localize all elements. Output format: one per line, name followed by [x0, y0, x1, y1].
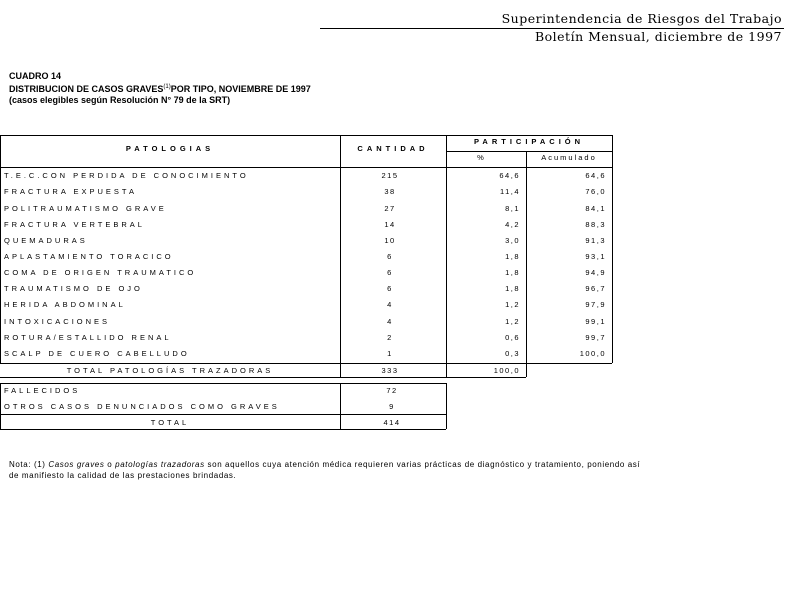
column-header-acumulado: Acumulado [541, 153, 597, 162]
total-trazadoras-cantidad: 333 [381, 366, 399, 375]
column-header-participacion: PARTICIPACIÓN [473, 137, 585, 146]
row-patologia: INTOXICACIONES [4, 317, 111, 326]
column-header-patologias: PATOLOGIAS [125, 144, 215, 153]
grid-line [612, 135, 613, 363]
otros-label: OTROS CASOS DENUNCIADOS COMO GRAVES [4, 402, 280, 411]
row-cantidad: 2 [387, 333, 393, 342]
row-pct: 64,6 [499, 171, 520, 180]
row-patologia: APLASTAMIENTO TORACICO [4, 252, 174, 261]
total-trazadoras-pct: 100,0 [493, 366, 520, 375]
footnote-term-casos-graves: Casos graves [48, 460, 105, 469]
grid-line [0, 363, 612, 364]
row-cantidad: 14 [384, 220, 396, 229]
row-cantidad: 6 [387, 252, 393, 261]
row-acumulado: 64,6 [585, 171, 606, 180]
row-patologia: HERIDA ABDOMINAL [4, 300, 126, 309]
row-pct: 3,0 [505, 236, 520, 245]
fallecidos-label: FALLECIDOS [4, 386, 81, 395]
row-patologia: FRACTURA EXPUESTA [4, 187, 137, 196]
table-title [9, 82, 311, 95]
row-patologia: POLITRAUMATISMO GRAVE [4, 204, 167, 213]
row-acumulado: 97,9 [585, 300, 606, 309]
column-header-cantidad: CANTIDAD [357, 144, 429, 153]
row-acumulado: 88,3 [585, 220, 606, 229]
grid-line [0, 429, 446, 430]
grid-line [446, 383, 447, 429]
cuadro-number: CUADRO 14 [9, 71, 62, 81]
row-cantidad: 1 [387, 349, 393, 358]
row-cantidad: 6 [387, 268, 393, 277]
footnote [9, 459, 649, 481]
otros-cantidad: 9 [389, 402, 395, 411]
grid-line [526, 151, 527, 377]
row-cantidad: 4 [387, 317, 393, 326]
grid-line [0, 383, 446, 384]
grid-line [0, 135, 1, 363]
row-pct: 1,8 [505, 268, 520, 277]
row-pct: 8,1 [505, 204, 520, 213]
row-patologia: SCALP DE CUERO CABELLUDO [4, 349, 190, 358]
grid-line [446, 135, 612, 136]
row-patologia: TRAUMATISMO DE OJO [4, 284, 143, 293]
header-org: Superintendencia de Riesgos del Trabajo [501, 11, 782, 26]
row-pct: 4,2 [505, 220, 520, 229]
row-acumulado: 93,1 [585, 252, 606, 261]
row-acumulado: 76,0 [585, 187, 606, 196]
table-title-a: DISTRIBUCION DE CASOS GRAVES [9, 84, 164, 94]
row-acumulado: 84,1 [585, 204, 606, 213]
row-pct: 0,6 [505, 333, 520, 342]
table-subtitle: (casos elegibles según Resolución N° 79 de la SRT) [9, 95, 231, 105]
grid-line [446, 151, 612, 152]
row-cantidad: 27 [384, 204, 396, 213]
row-pct: 1,2 [505, 317, 520, 326]
row-cantidad: 38 [384, 187, 396, 196]
grid-line [0, 414, 446, 415]
table-titles [9, 71, 311, 106]
row-patologia: T.E.C.CON PERDIDA DE CONOCIMIENTO [4, 171, 249, 180]
row-acumulado: 94,9 [585, 268, 606, 277]
row-acumulado: 99,7 [585, 333, 606, 342]
row-patologia: ROTURA/ESTALLIDO RENAL [4, 333, 172, 342]
footnote-text: son aquellos cuya atención médica requieren varias prácticas de diagnóstico y tratamiento, poniendo así de manifiesto la calidad de las prestaciones brindadas. [9, 460, 641, 480]
row-acumulado: 99,1 [585, 317, 606, 326]
footnote-ref: (1) [163, 84, 171, 90]
column-header-pct: % [477, 153, 487, 162]
row-pct: 1,8 [505, 252, 520, 261]
row-cantidad: 215 [381, 171, 399, 180]
row-acumulado: 100,0 [579, 349, 606, 358]
row-cantidad: 6 [387, 284, 393, 293]
row-cantidad: 4 [387, 300, 393, 309]
fallecidos-cantidad: 72 [386, 386, 398, 395]
footnote-mid: o [104, 460, 116, 469]
total-label: TOTAL [150, 418, 190, 427]
row-acumulado: 96,7 [585, 284, 606, 293]
row-patologia: QUEMADURAS [4, 236, 88, 245]
row-cantidad: 10 [384, 236, 396, 245]
footnote-prefix: Nota: (1) [9, 460, 49, 469]
row-pct: 11,4 [499, 187, 520, 196]
row-acumulado: 91,3 [585, 236, 606, 245]
row-patologia: COMA DE ORIGEN TRAUMATICO [4, 268, 197, 277]
header-bulletin: Boletín Mensual, diciembre de 1997 [534, 29, 782, 44]
grid-line [0, 167, 612, 168]
total-cantidad: 414 [383, 418, 401, 427]
total-trazadoras-label: TOTAL PATOLOGÍAS TRAZADORAS [66, 366, 274, 375]
row-pct: 0,3 [505, 349, 520, 358]
grid-line [0, 377, 526, 378]
grid-line [0, 135, 340, 136]
row-patologia: FRACTURA VERTEBRAL [4, 220, 145, 229]
grid-line [340, 135, 446, 136]
table-title-b: POR TIPO, NOVIEMBRE DE 1997 [170, 84, 311, 94]
row-pct: 1,8 [505, 284, 520, 293]
row-pct: 1,2 [505, 300, 520, 309]
footnote-term-patologias: patologías trazadoras [115, 460, 205, 469]
